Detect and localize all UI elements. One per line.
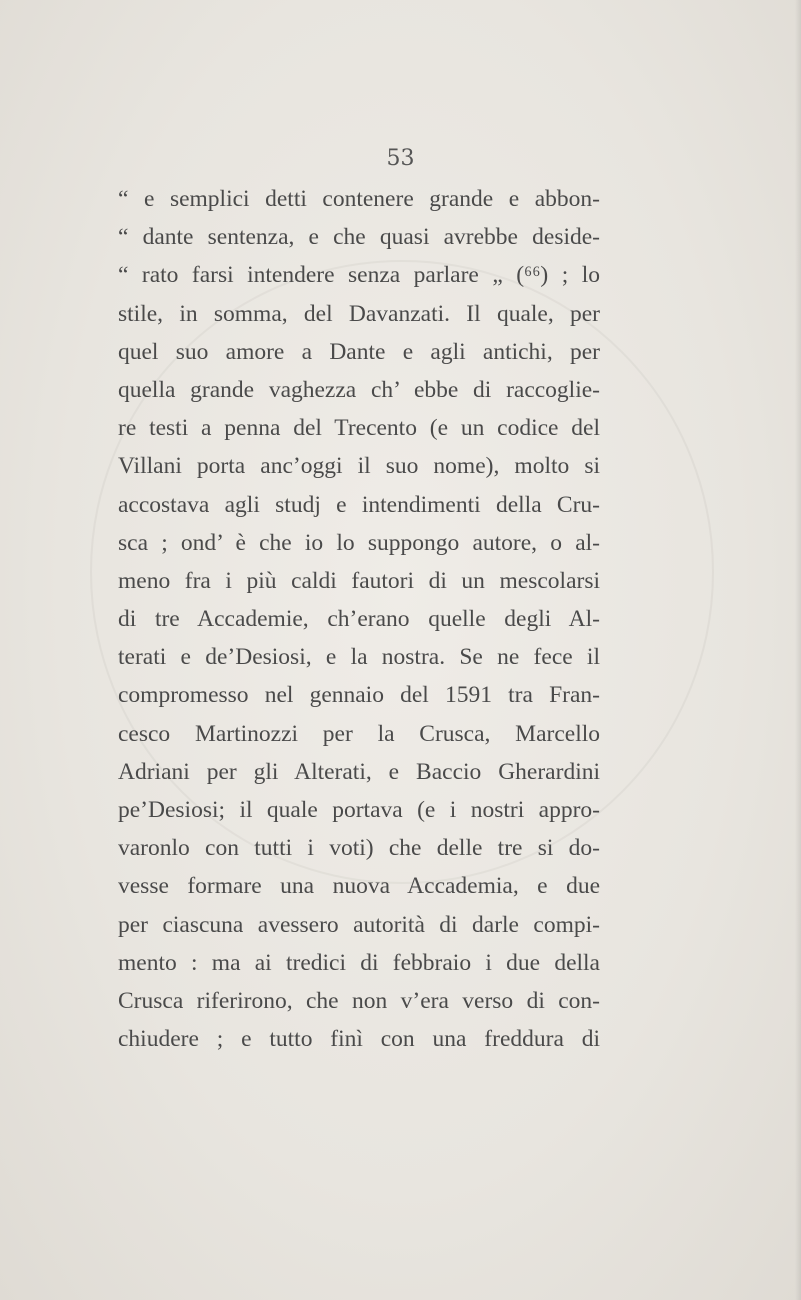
text-line: re testi a penna del Trecento (e un codice del	[118, 415, 600, 442]
page-number: 53	[386, 146, 415, 171]
text-line: di tre Accademie, ch’erano quelle degli Al-	[118, 606, 600, 633]
text-line: “ rato farsi intendere senza parlare „ (⁶⁶) ; lo	[118, 262, 600, 289]
text-line: sca ; ond’ è che io lo suppongo autore, o al-	[118, 529, 600, 556]
page-edge-shadow	[795, 0, 801, 1300]
text-line: pe’Desiosi; il quale portava (e i nostri appro-	[118, 797, 600, 823]
text-line: mento : ma ai tredici di febbraio i due della	[118, 949, 600, 976]
text-line: accostava agli studj e intendimenti della Cru-	[118, 491, 600, 518]
text-line: Adriani per gli Alterati, e Baccio Gherardini	[118, 758, 600, 785]
text-line: terati e de’Desiosi, e la nostra. Se ne fece il	[118, 644, 600, 671]
text-line: stile, in somma, del Davanzati. Il quale, per	[118, 300, 600, 327]
text-line: compromesso nel gennaio del 1591 tra Fran-	[118, 682, 600, 709]
text-line: “ e semplici detti contenere grande e abbon-	[118, 186, 600, 212]
text-line: “ dante sentenza, e che quasi avrebbe deside-	[118, 224, 600, 251]
text-line: cesco Martinozzi per la Crusca, Marcello	[118, 720, 600, 747]
text-line: meno fra i più caldi fautori di un mescolarsi	[118, 567, 600, 594]
text-line: vesse formare una nuova Accademia, e due	[118, 873, 600, 900]
text-line: quel suo amore a Dante e agli antichi, per	[118, 338, 600, 365]
text-line: quella grande vaghezza ch’ ebbe di raccoglie-	[118, 376, 600, 403]
text-line: chiudere ; e tutto finì con una freddura di	[118, 1026, 600, 1053]
body-text	[118, 180, 600, 1058]
text-line: Crusca riferirono, che non v’era verso di con-	[118, 987, 600, 1014]
text-line: varonlo con tutti i voti) che delle tre si do-	[118, 835, 600, 862]
text-line: per ciascuna avessero autorità di darle compi-	[118, 911, 600, 938]
text-line: Villani porta anc’oggi il suo nome), molto si	[118, 453, 600, 480]
